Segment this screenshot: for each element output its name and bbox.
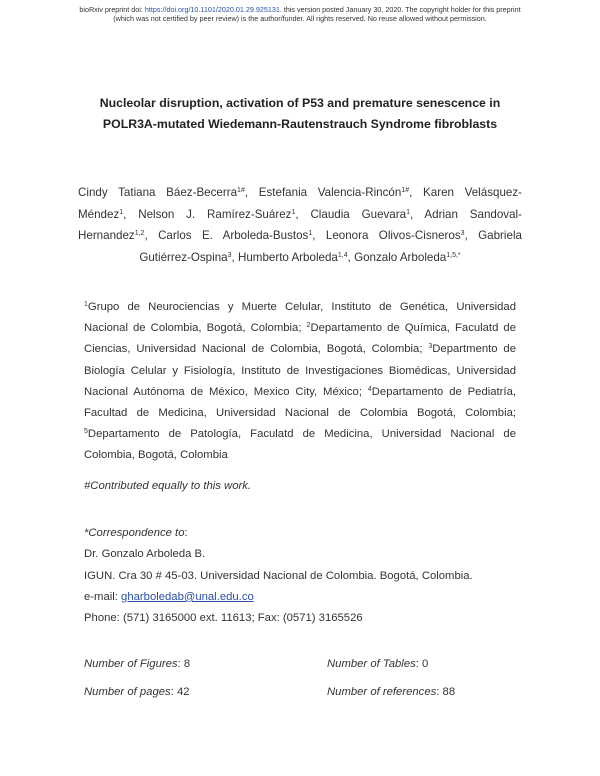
doi-link[interactable]: https://doi.org/10.1101/2020.01.29.925131 [144, 5, 280, 14]
author: Adrian Sandoval-Hernandez$^{1,2}$ [78, 207, 522, 242]
paper-title [70, 93, 530, 135]
correspondence-name: Dr. Gonzalo Arboleda B. [84, 548, 206, 561]
correspondence-address: IGUN. Cra 30 # 45-03. Universidad Nacional de Colombia. Bogotá, Colombia. [84, 569, 473, 582]
title-line-1: Nucleolar disruption, activation of P53 and premature senescence in [99, 96, 501, 110]
title-line-2: POLR3A-mutated Wiedemann-Rautenstrauch Syndrome fibroblasts [102, 117, 498, 131]
author: Claudia Guevara$^1$ [310, 207, 410, 221]
affiliation: Departamento de Pediatría, Facultad de Medicina, Universidad Nacional de Colombia Bogotá, Colombia; [84, 385, 516, 420]
preprint-notice-line1: bioRxiv preprint doi: https://doi.org/10.1101/2020.01.29.925131. this version posted January 30, 2020. The copyright holder for this preprint [79, 5, 521, 14]
preprint-notice-line2: (which was not certified by peer review) is the author/funder. All rights reserved. No reuse allowed without permission. [113, 14, 487, 23]
author: Carlos E. Arboleda-Bustos$^1$ [158, 229, 313, 242]
page-count: Number of pages: 42 [84, 686, 190, 698]
preprint-notice [0, 5, 600, 23]
affiliations: $^1$Grupo de Neurociencias y Muerte Celular, Instituto de Genética, Universidad Nacional de Colombia, Bogotá, Colombia; $^2$Departamento de Química, Faculatd de Ciencias, Universidad Nacional de Colombia, Bogotá, Colombia; $^3$Departmento de Biología Celular y Fisiología, Instituto de Investigaciones Biomédicas, Universidad Nacional Autónoma de México, Mexico City, México; $^4$Departamento de Pediatría, Facultad de Medicina, Universidad Nacional de Colombia Bogotá, Colombia; $^5$Departamento de Patología, Faculatd de Medicina, Universidad Nacional de Colombia, Bogotá, Colombia [84, 301, 516, 462]
affiliation: Departamento de Química, Faculatd de Ciencias, Universidad Nacional de Colombia, Bogotá, Colombia; [84, 322, 516, 356]
author: Estefania Valencia-Rincón$^{1\#}$ [258, 186, 410, 199]
reference-count: Number of references: 88 [327, 686, 456, 698]
correspondence-label: *Correspondence to [84, 527, 185, 539]
email-label: e-mail: [84, 590, 122, 603]
correspondence-phone: Phone: (571) 3165000 ext. 11613; Fax: (0571) 3165526 [84, 612, 363, 625]
author: Karen Velásquez-Méndez$^1$ [78, 186, 523, 221]
affiliation: Departamento de Patología, Faculatd de Medicina, Universidad Nacional de Colombia, Bogotá, Colombia [84, 428, 516, 462]
equal-contribution-note: #Contributed equally to this work. [84, 480, 252, 492]
correspondence-block: *Correspondence to: Dr. Gonzalo Arboleda B. IGUN. Cra 30 # 45-03. Universidad Nacional de Colombia. Bogotá, Colombia. e-mail: gharboledab@unal.edu.co Phone: (571) 3165000 ext. 11613; Fax: (0571) 3165526 [84, 523, 524, 629]
author: Gabriela Gutiérrez-Ospina$^3$ [139, 229, 522, 264]
author: Leonora Olivos-Cisneros$^3$ [325, 229, 465, 242]
email-link[interactable]: gharboledab@unal.edu.co [121, 590, 254, 603]
author: Gonzalo Arboleda$^{1,5,*}$ [354, 250, 461, 264]
author: Nelson J. Ramírez-Suárez$^1$ [138, 207, 296, 221]
affiliation: Departmento de Biología Celular y Fisiología, Instituto de Investigaciones Biomédicas, Universidad Nacional Autónoma de México, Mexico City, México; [84, 343, 516, 398]
author: Humberto Arboleda$^{1,4}$ [237, 250, 348, 264]
table-count: Number of Tables: 0 [327, 658, 429, 670]
figure-count: Number of Figures: 8 [84, 658, 191, 670]
affiliation: Grupo de Neurociencias y Muerte Celular, Instituto de Genética, Universidad Nacional de Colombia, Bogotá, Colombia; [84, 301, 516, 335]
author-list: Cindy Tatiana Báez-Becerra$^{1\#}$, Estefania Valencia-Rincón$^{1\#}$, Karen Velásquez-Méndez$^1$, Nelson J. Ramírez-Suárez$^1$, Claudia Guevara$^1$, Adrian Sandoval-Hernandez$^{1,2}$, Carlos E. Arboleda-Bustos$^1$, Leonora Olivos-Cisneros$^3$, Gabriela Gutiérrez-Ospina$^3$, Humberto Arboleda$^{1,4}$, Gonzalo Arboleda$^{1,5,*}$ [78, 186, 523, 264]
author: Cindy Tatiana Báez-Becerra$^{1\#}$ [78, 186, 245, 199]
